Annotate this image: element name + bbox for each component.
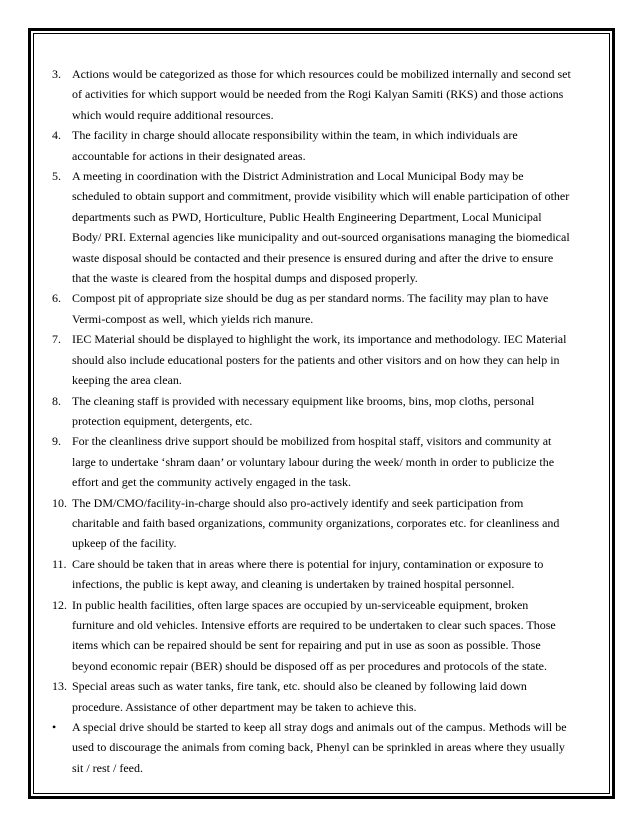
list-item-text: Special areas such as water tanks, fire tank, etc. should also be cleaned by following laid down procedure. Assistance of other department may be taken to achieve this. <box>72 679 527 714</box>
list-item <box>52 64 572 125</box>
list-item <box>52 329 572 390</box>
list-item <box>52 431 572 492</box>
list-marker: 9. <box>52 434 61 449</box>
list-item <box>52 554 572 595</box>
list-item <box>52 125 572 166</box>
list-item-text: The facility in charge should allocate responsibility within the team, in which individuals are accountable for actions in their designated areas. <box>72 128 518 163</box>
list-marker: 5. <box>52 169 61 184</box>
list-item-text: The cleaning staff is provided with necessary equipment like brooms, bins, mop cloths, personal protection equipment, detergents, etc. <box>72 393 535 428</box>
list-marker: 7. <box>52 332 61 347</box>
list-marker: 13. <box>52 679 67 694</box>
list-item <box>52 391 572 432</box>
list-marker: 8. <box>52 393 61 408</box>
list-item <box>52 166 572 288</box>
list-marker: 6. <box>52 291 61 306</box>
list-item-text: In public health facilities, often large spaces are occupied by un-serviceable equipment, broken furniture and old vehicles. Intensive efforts are required to be undertaken to clear such spaces. Those items which can be repaired should be sent for repairing and put in use as soon as possible. Those beyond economic repair (BER) should be disposed off as per procedures and protocols of the state. <box>72 597 556 673</box>
list-item <box>52 595 572 677</box>
list-item <box>52 288 572 329</box>
list-marker: 11. <box>52 556 67 571</box>
list-item-text: A meeting in coordination with the District Administration and Local Municipal Body may be scheduled to obtain support and commitment, provide visibility which will enable participation of other departments such as PWD, Horticulture, Public Health Engineering Department, Local Municipal Body/ PRI. External agencies like municipality and out-sourced organisations managing the biomedical waste disposal should be contacted and their presence is ensured during and after the drive to ensure that the waste is cleared from the hospital dumps and disposed properly. <box>72 169 570 286</box>
document-list <box>52 64 572 778</box>
list-item <box>52 717 572 778</box>
list-item-text: Compost pit of appropriate size should be dug as per standard norms. The facility may plan to have Vermi-compost as well, which yields rich manure. <box>72 291 549 326</box>
list-item-text: For the cleanliness drive support should be mobilized from hospital staff, visitors and community at large to undertake ‘shram daan’ or voluntary labour during the week/ month in order to publicize the effort and get the community actively engaged in the task. <box>72 434 555 490</box>
list-item <box>52 676 572 717</box>
bullet-marker: • <box>52 720 57 734</box>
list-marker: 3. <box>52 67 61 81</box>
list-item-text: IEC Material should be displayed to highlight the work, its importance and methodology. IEC Material should also include educational posters for the patients and other visitors and on how they can help in keeping the area clean. <box>72 332 567 388</box>
list-item-text: Actions would be categorized as those for which resources could be mobilized internally and second set of activities for which support would be needed from the Rogi Kalyan Samiti (RKS) and those actions which would require additional resources. <box>72 67 571 122</box>
list-marker: 10. <box>52 495 67 510</box>
list-item-text: A special drive should be started to keep all stray dogs and animals out of the campus. Methods will be used to discourage the animals from coming back, Phenyl can be sprinkled in areas where they usually sit / rest / feed. <box>72 720 567 775</box>
list-item-text: Care should be taken that in areas where there is potential for injury, contamination or exposure to infections, the public is kept away, and cleaning is undertaken by trained hospital personnel. <box>72 556 544 592</box>
list-item-text: The DM/CMO/facility-in-charge should also pro-actively identify and seek participation from charitable and faith based organizations, community organizations, corporates etc. for cleanliness and upkeep of the facility. <box>72 495 560 551</box>
list-marker: 4. <box>52 128 61 143</box>
list-marker: 12. <box>52 597 67 612</box>
list-item <box>52 493 572 554</box>
